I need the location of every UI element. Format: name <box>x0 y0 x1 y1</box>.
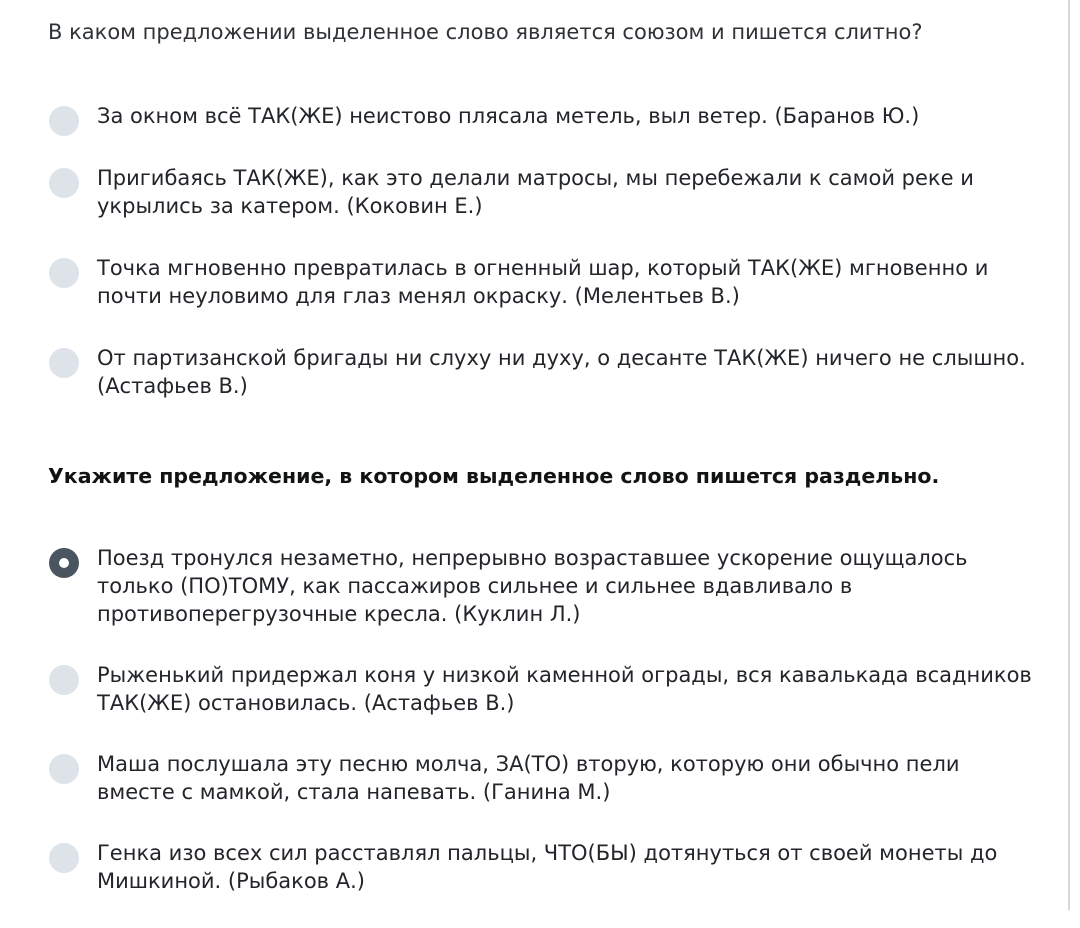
radio-button[interactable] <box>49 348 79 378</box>
question-2-option-4[interactable] <box>48 839 1038 895</box>
radio-button[interactable] <box>49 258 79 288</box>
radio-button[interactable] <box>49 843 79 873</box>
radio-button[interactable] <box>49 168 79 198</box>
radio-button-selected[interactable] <box>49 548 79 578</box>
option-text: Маша послушала эту песню молча, ЗА(ТО) вторую, которую они обычно пели вместе с мамкой, стала напевать. (Ганина М.) <box>97 752 960 804</box>
option-text: Пригибаясь ТАК(ЖЕ), как это делали матросы, мы перебежали к самой реке и укрылись за катером. (Коковин Е.) <box>97 166 974 218</box>
option-text: Рыженький придержал коня у низкой каменной ограды, вся кавалькада всадников ТАК(ЖЕ) остановилась. (Астафьев В.) <box>97 663 1032 715</box>
question-1-option-1[interactable] <box>48 102 1038 130</box>
question-1-option-3[interactable] <box>48 254 1038 310</box>
question-1-option-2[interactable] <box>48 164 1038 220</box>
question-1-title: В каком предложении выделенное слово является союзом и пишется слитно? <box>48 20 923 44</box>
question-2-title: Укажите предложение, в котором выделенное слово пишется раздельно. <box>48 464 940 488</box>
question-2 <box>48 462 1038 928</box>
question-2-option-1[interactable] <box>48 544 1038 628</box>
question-2-options <box>48 544 1038 895</box>
question-1 <box>48 18 1038 434</box>
question-1-option-4[interactable] <box>48 344 1038 400</box>
radio-button[interactable] <box>49 754 79 784</box>
question-2-option-3[interactable] <box>48 750 1038 806</box>
option-text: От партизанской бригады ни слуху ни духу, о десанте ТАК(ЖЕ) ничего не слышно. (Астафьев В.) <box>97 346 1026 398</box>
option-text: Точка мгновенно превратилась в огненный шар, который ТАК(ЖЕ) мгновенно и почти неуловимо для глаз менял окраску. (Мелентьев В.) <box>97 256 989 308</box>
option-text: За окном всё ТАК(ЖЕ) неистово плясала метель, выл ветер. (Баранов Ю.) <box>97 104 920 128</box>
question-1-options <box>48 102 1038 400</box>
option-text: Поезд тронулся незаметно, непрерывно возраставшее ускорение ощущалось только (ПО)ТОМУ, как пассажиров сильнее и сильнее вдавливало в противоперегрузочные кресла. (Куклин Л.) <box>97 546 968 626</box>
page-edge-divider <box>1068 0 1080 910</box>
radio-button[interactable] <box>49 106 79 136</box>
radio-button[interactable] <box>49 665 79 695</box>
question-2-option-2[interactable] <box>48 661 1038 717</box>
option-text: Генка изо всех сил расставлял пальцы, ЧТО(БЫ) дотянуться от своей монеты до Мишкиной. (Рыбаков А.) <box>97 841 998 893</box>
